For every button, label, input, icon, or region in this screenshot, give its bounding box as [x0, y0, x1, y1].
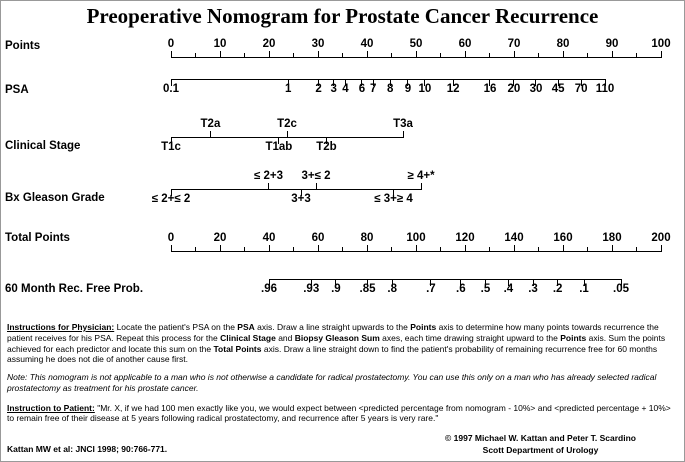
gleason-tick-label: 3+≤ 2 [301, 170, 331, 182]
points-tick-label: 70 [507, 38, 521, 50]
points-minor-tick [244, 53, 245, 58]
copyright-line2: Scott Department of Urology [482, 444, 599, 455]
instructions-block [7, 322, 679, 431]
text-segment: Instructions for Physician: [7, 322, 115, 332]
prob-tick-label: .05 [613, 283, 629, 295]
gleason-grade-axis [151, 170, 435, 205]
text-segment: axis to determine how many points towards recurrence the patient receives for his PSA. Repeat this process for the [7, 322, 659, 343]
total-tick-label: 140 [504, 232, 524, 244]
total-tick [563, 245, 564, 252]
total-tick-label: 0 [167, 232, 175, 244]
psa-tick-label: 0.1 [163, 83, 179, 95]
psa-tick-label: 7 [370, 83, 377, 95]
psa-tick-label: 16 [483, 83, 497, 95]
stage-tick-label: T1c [161, 141, 181, 153]
points-tick [563, 51, 564, 58]
text-segment: axes, each time drawing straight upward to the [379, 332, 561, 343]
total-minor-tick [440, 247, 441, 252]
axis-label-prob: 60 Month Rec. Free Prob. [5, 283, 144, 295]
total-tick [514, 245, 515, 252]
points-tick-label: 40 [360, 38, 374, 50]
total-tick [465, 245, 466, 252]
text-segment: "Mr. X, if we had 100 men exactly like you, we would expect between <predicted percentage from nomogram - 10%> and <predicted percentage + 10%> to remain free of their disease at 5 years following radical prostatectomy, and recurrence after 5 years is very rare." [7, 402, 671, 424]
note-paragraph [7, 372, 679, 394]
total-tick-label: 20 [213, 232, 227, 244]
points-tick [416, 51, 417, 58]
points-tick-label: 50 [409, 38, 423, 50]
psa-tick-label: 20 [507, 83, 521, 95]
points-tick-label: 20 [262, 38, 276, 50]
prob-tick-label: .5 [480, 283, 491, 295]
stage-tick-label: T2a [200, 118, 221, 130]
prob-tick-label: .2 [552, 283, 563, 295]
citation: Kattan MW et al: JNCI 1998; 90:766-771. [7, 444, 168, 454]
points-tick [612, 51, 613, 58]
axis-label-gleason: Bx Gleason Grade [5, 192, 105, 204]
text-segment: Instruction to Patient: [7, 402, 95, 413]
text-segment: Biopsy Gleason Sum [294, 332, 380, 343]
psa-axis [163, 79, 615, 95]
copyright-block [445, 433, 636, 456]
text-segment: axis. Sum the points achieved for each predictor and locate this sum on the [7, 332, 666, 354]
prob-tick-label: .85 [359, 283, 376, 295]
gleason-tick [268, 183, 269, 190]
points-tick-label: 90 [605, 38, 619, 50]
total-tick-label: 100 [406, 232, 426, 244]
total-points-axis [167, 232, 671, 252]
points-tick [220, 51, 221, 58]
stage-tick-label: T2b [316, 141, 337, 153]
psa-axis-line [171, 79, 605, 80]
prob-tick-label: .93 [303, 283, 320, 295]
points-minor-tick [391, 53, 392, 58]
total-minor-tick [538, 247, 539, 252]
prob-tick-label: .1 [579, 283, 589, 295]
points-axis [167, 38, 671, 58]
axis-label-psa: PSA [5, 84, 29, 96]
gleason-tick [421, 183, 422, 190]
text-segment: Points [560, 332, 587, 343]
text-segment: Locate the patient's PSA on the [114, 322, 238, 332]
figure-title: Preoperative Nomogram for Prostate Cancer Recurrence [86, 4, 599, 28]
points-tick-label: 30 [311, 38, 325, 50]
points-minor-tick [489, 53, 490, 58]
total-tick [171, 245, 172, 252]
prob-tick-label: .8 [387, 283, 397, 295]
copyright-line1: © 1997 Michael W. Kattan and Peter T. Scardino [445, 433, 636, 444]
points-tick [269, 51, 270, 58]
stage-tick-label: T2c [277, 118, 297, 130]
physician-instructions [7, 322, 679, 365]
psa-tick-label: 6 [358, 83, 366, 95]
total-tick [612, 245, 613, 252]
prob-tick-label: .9 [331, 283, 341, 295]
gleason-tick-label: ≤ 3+≥ 4 [374, 193, 413, 205]
stage-tick-label: T1ab [265, 141, 293, 153]
points-minor-tick [293, 53, 294, 58]
stage-tick [403, 131, 404, 138]
points-tick-label: 0 [167, 38, 175, 50]
points-minor-tick [636, 53, 637, 58]
total-tick-label: 120 [455, 232, 475, 244]
points-tick [367, 51, 368, 58]
psa-tick-label: 30 [529, 83, 543, 95]
total-minor-tick [636, 247, 637, 252]
total-tick-label: 200 [651, 232, 671, 244]
total-tick [269, 245, 270, 252]
text-segment: Points [410, 322, 437, 332]
patient-instructions [7, 403, 679, 425]
gleason-axis-line [171, 189, 421, 190]
total-minor-tick [244, 247, 245, 252]
prob-tick-label: .3 [528, 283, 538, 295]
gleason-tick-label: 3+3 [291, 193, 311, 205]
total-minor-tick [489, 247, 490, 252]
total-minor-tick [195, 247, 196, 252]
text-segment: PSA [237, 322, 255, 332]
points-tick-label: 80 [556, 38, 570, 50]
stage-tick [210, 131, 211, 138]
axis-label-clinical-stage: Clinical Stage [5, 140, 81, 152]
points-minor-tick [440, 53, 441, 58]
total-tick-label: 180 [602, 232, 622, 244]
points-tick-label: 60 [458, 38, 472, 50]
points-minor-tick [538, 53, 539, 58]
points-tick [514, 51, 515, 58]
points-minor-tick [587, 53, 588, 58]
text-segment: and [275, 332, 295, 343]
points-minor-tick [195, 53, 196, 58]
recurrence-free-prob-axis [261, 279, 629, 295]
text-segment: axis. Draw a line straight upwards to the [254, 322, 411, 332]
prob-tick-label: .96 [261, 283, 277, 295]
text-segment: axis. Draw a line straight down to find the patient's probability of remaining recurrence free for 60 months assuming he does not die of another cause first. [7, 343, 658, 365]
gleason-tick-label: ≥ 4+* [407, 170, 435, 182]
text-segment: Total Points [213, 343, 262, 354]
text-segment: This nomogram is not applicable to a man who is not otherwise a candidate for radical prostatectomy. You can use this only on a man who has already selected radical prostatectomy as treatment for his prostate cancer. [7, 372, 657, 393]
stage-tick [287, 131, 288, 138]
axis-label-total-points: Total Points [5, 232, 70, 244]
total-minor-tick [391, 247, 392, 252]
psa-tick-label: 1 [284, 83, 292, 95]
total-tick [220, 245, 221, 252]
psa-tick-label: 2 [315, 83, 322, 95]
psa-tick-label: 8 [386, 83, 394, 95]
gleason-tick-label: ≤ 2+3 [253, 170, 284, 182]
prob-axis-line [269, 279, 621, 280]
total-minor-tick [342, 247, 343, 252]
total-tick [367, 245, 368, 252]
psa-tick-label: 12 [446, 83, 460, 95]
prob-tick-label: .4 [503, 283, 514, 295]
points-minor-tick [342, 53, 343, 58]
total-tick-label: 40 [262, 232, 276, 244]
total-minor-tick [587, 247, 588, 252]
gleason-tick-label: ≤ 2+≤ 2 [151, 193, 191, 205]
total-tick-label: 60 [311, 232, 325, 244]
text-segment: Clinical Stage [220, 332, 276, 343]
points-tick-label: 10 [213, 38, 227, 50]
points-tick [465, 51, 466, 58]
clinical-stage-axis [161, 118, 413, 153]
psa-tick-label: 70 [574, 83, 588, 95]
prob-tick-label: .7 [426, 283, 436, 295]
psa-tick-label: 9 [404, 83, 412, 95]
axis-label-points: Points [5, 40, 41, 52]
psa-tick-label: 110 [595, 83, 615, 95]
prob-tick-label: .6 [456, 283, 466, 295]
psa-tick-label: 45 [551, 83, 565, 95]
total-tick [416, 245, 417, 252]
total-tick [661, 245, 662, 252]
total-minor-tick [293, 247, 294, 252]
points-tick-label: 100 [651, 38, 671, 50]
total-tick-label: 80 [360, 232, 374, 244]
psa-tick-label: 4 [342, 83, 349, 95]
total-tick-label: 160 [553, 232, 573, 244]
total-tick [318, 245, 319, 252]
points-tick [171, 51, 172, 58]
text-segment: Note: [7, 372, 28, 383]
stage-tick-label: T3a [393, 118, 413, 130]
gleason-tick [316, 183, 317, 190]
psa-tick-label: 3 [330, 83, 337, 95]
points-tick [318, 51, 319, 58]
points-tick [661, 51, 662, 58]
psa-tick-label: 10 [418, 83, 432, 95]
